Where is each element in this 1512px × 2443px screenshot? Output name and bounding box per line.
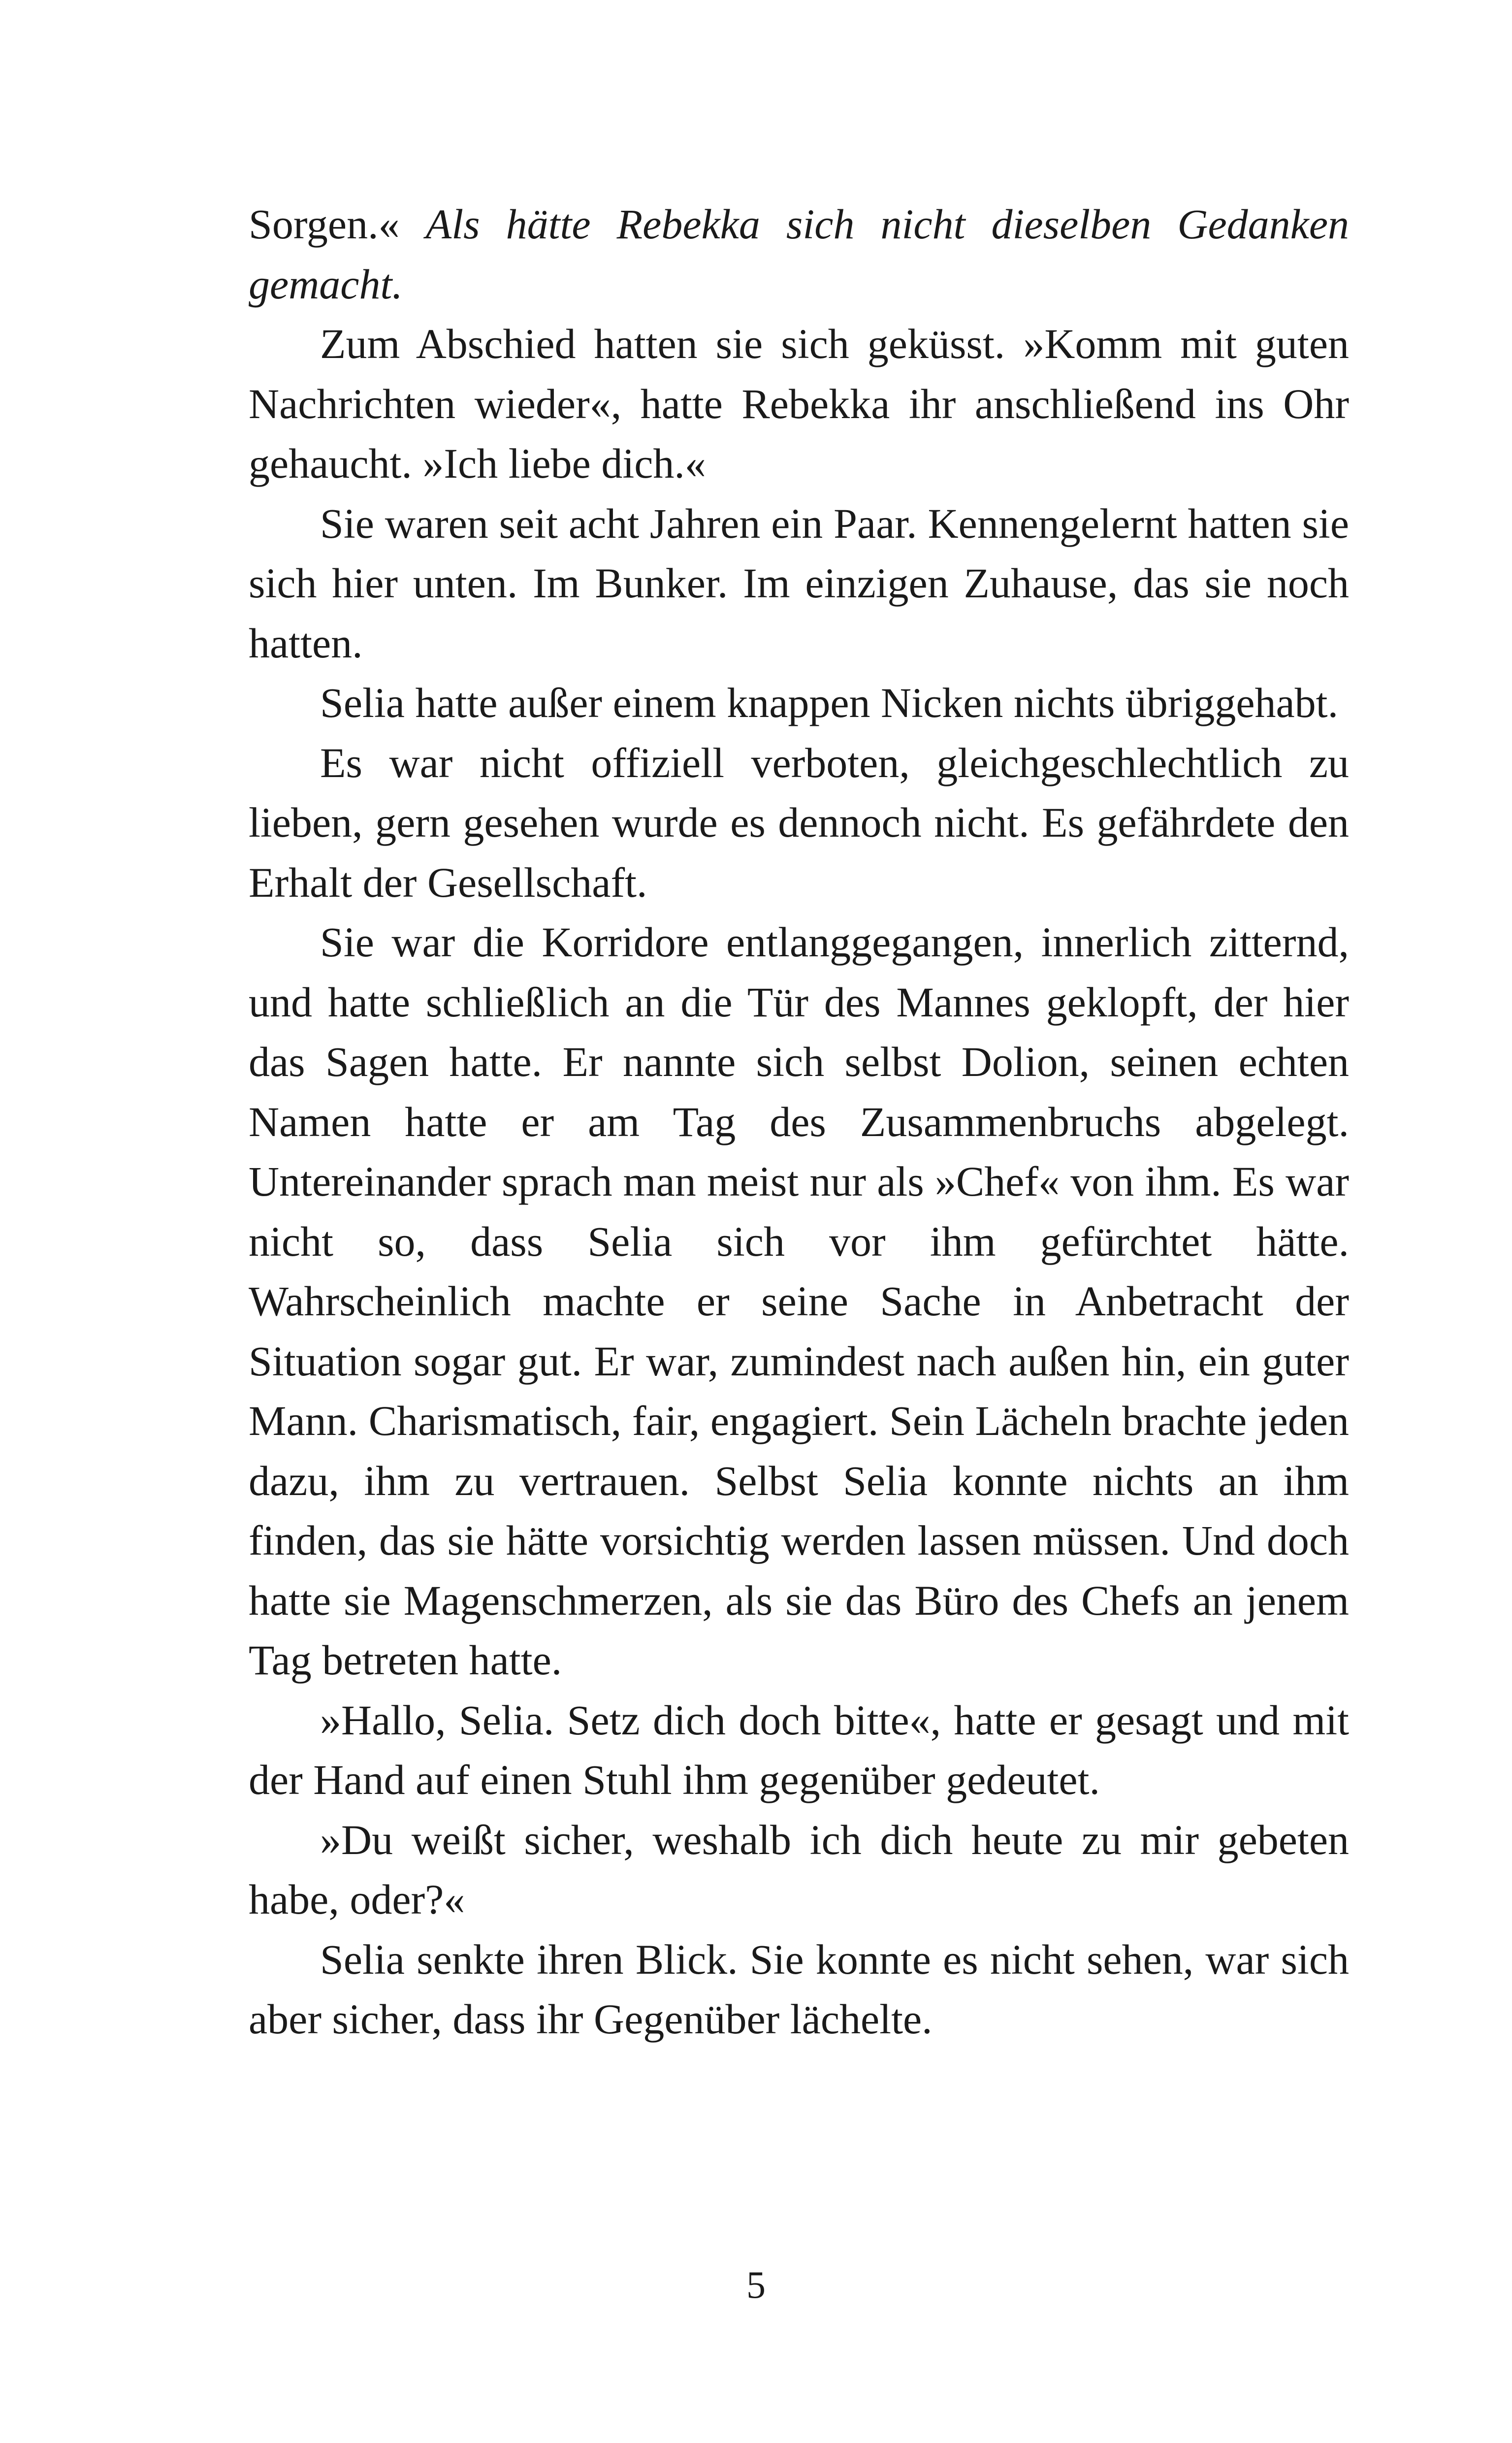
paragraph-5: Es war nicht offiziell verboten, gleichgeschlechtlich zu lieben, gern gesehen wurde es dennoch nicht. Es gefährdete den Erhalt der Gesellschaft. [249,739,1349,906]
paragraph-1-lead: Sorgen.« [249,200,426,248]
paragraph-9: Selia senkte ihren Blick. Sie konnte es nicht sehen, war sich aber sicher, dass ihr Gegenüber lächelte. [249,1935,1349,2043]
paragraph-7: »Hallo, Selia. Setz dich doch bitte«, hatte er gesagt und mit der Hand auf einen Stuhl ihm gegenüber gedeutet. [249,1696,1349,1803]
paragraph-1 [249,195,1349,314]
paragraph-6: Sie war die Korridore entlanggegangen, innerlich zitternd, und hatte schließlich an die Tür des Mannes geklopft, der hier das Sagen hatte. Er nannte sich selbst Dolion, seinen echten Namen hatte er am Tag des Zusammenbruchs abgelegt. Untereinander sprach man meist nur als »Chef« von ihm. Es war nicht so, dass Selia sich vor ihm gefürchtet hätte. Wahrscheinlich machte er seine Sache in Anbetracht der Situation sogar gut. Er war, zumindest nach außen hin, ein guter Mann. Charismatisch, fair, engagiert. Sein Lächeln brachte jeden dazu, ihm zu vertrauen. Selbst Selia konnte nichts an ihm finden, das sie hätte vorsichtig werden lassen müssen. Und doch hatte sie Magenschmerzen, als sie das Büro des Chefs an jenem Tag betreten hatte. [249,918,1349,1684]
paragraph-4: Selia hatte außer einem knappen Nicken nichts übriggehabt. [320,679,1339,726]
paragraph-8: »Du weißt sicher, weshalb ich dich heute zu mir gebeten habe, oder?« [249,1816,1349,1923]
paragraph-1-italic: Als hätte Rebekka sich nicht dieselben Gedanken gemacht. [249,200,1349,308]
page-number: 5 [746,2263,766,2306]
body-text [249,195,1349,2050]
paragraph-2: Zum Abschied hatten sie sich geküsst. »Komm mit guten Nachrichten wieder«, hatte Rebekka ihr anschließend ins Ohr gehaucht. »Ich liebe dich.« [249,320,1349,487]
paragraph-3: Sie waren seit acht Jahren ein Paar. Kennengelernt hatten sie sich hier unten. Im Bunker. Im einzigen Zuhause, das sie noch hatten. [249,499,1349,667]
